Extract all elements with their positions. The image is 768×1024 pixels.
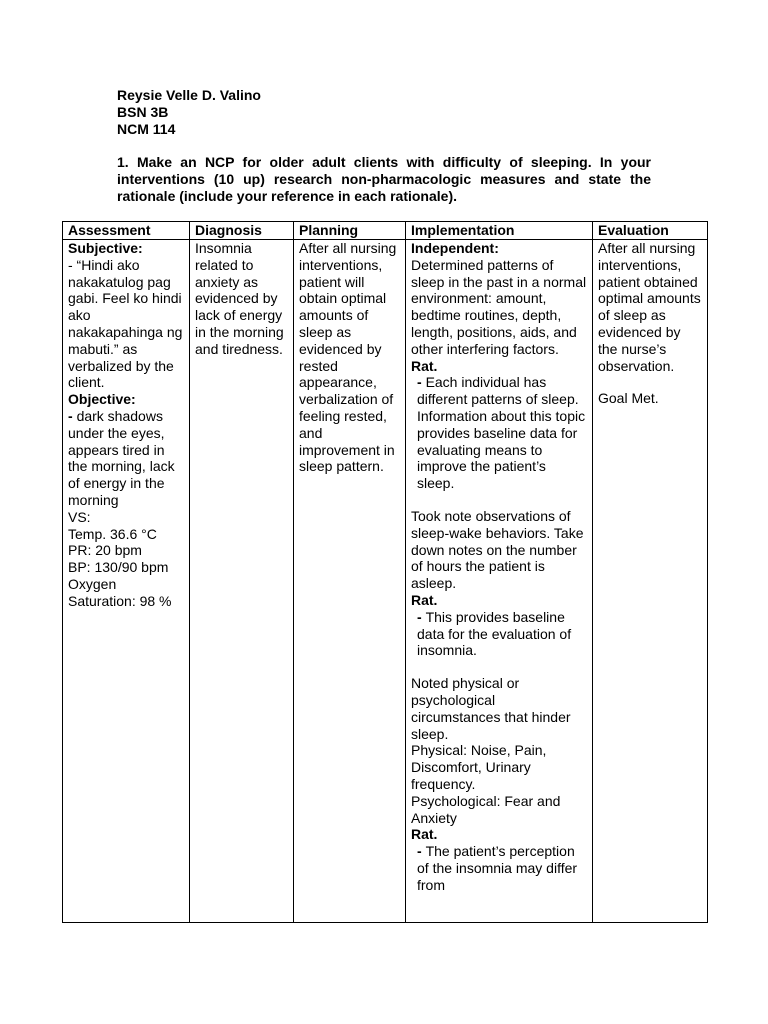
evaluation-text: After all nursing interventions, patient obtained optimal amounts of sleep as evidenced by the nurse’s observation. [598, 240, 701, 374]
col-header-planning: Planning [294, 222, 406, 240]
subjective-text: - “Hindi ako nakakatulog pag gabi. Feel ko hindi ako nakakapahinga ng mabuti.” as verbalized by the client. [68, 256, 183, 391]
vs-bp: BP: 130/90 bpm [68, 559, 169, 576]
diagnosis-text: Insomnia related to anxiety as evidenced by lack of energy in the morning and tiredness. [195, 240, 284, 357]
col-header-implementation: Implementation [406, 222, 593, 240]
vs-pr: PR: 20 bpm [68, 542, 142, 559]
col-header-assessment: Assessment [63, 222, 190, 240]
course-code: NCM 114 [117, 121, 176, 137]
student-section: BSN 3B [117, 104, 169, 120]
objective-block [68, 408, 184, 509]
spacer [598, 374, 702, 390]
table-row [63, 240, 708, 923]
rationale-label: Rat. [411, 357, 438, 374]
table-header-row [63, 222, 708, 240]
objective-label: Objective: [68, 391, 136, 408]
rationale-block [411, 374, 587, 492]
intervention-text: Noted physical or psychological circumstances that hinder sleep. [411, 675, 571, 742]
rationale-text: The patient’s perception of the insomnia may differ from [417, 843, 578, 893]
intervention-1 [411, 257, 587, 492]
col-header-evaluation: Evaluation [593, 222, 708, 240]
intervention-text: Took note observations of sleep-wake behaviors. Take down notes on the number of hours the patient is asleep. [411, 507, 584, 592]
vs-o2: Oxygen Saturation: 98 % [68, 575, 172, 609]
rationale-block [411, 609, 587, 659]
planning-cell [294, 240, 406, 923]
assessment-cell [63, 240, 190, 923]
vs-label: VS: [68, 508, 91, 525]
independent-label: Independent: [411, 240, 499, 256]
intervention-2 [411, 508, 587, 659]
evaluation-cell [593, 240, 708, 923]
objective-text: dark shadows under the eyes, appears tired in the morning, lack of energy in the morning [68, 407, 175, 508]
goal-status: Goal Met. [598, 390, 659, 407]
rationale-block [411, 843, 587, 893]
student-name: Reysie Velle D. Valino [117, 87, 261, 103]
col-header-diagnosis: Diagnosis [190, 222, 294, 240]
diagnosis-cell [190, 240, 294, 923]
rationale-text: Each individual has different patterns of sleep. Information about this topic provides baseline data for evaluating means to improve the patient’s sleep. [417, 374, 586, 492]
planning-text: After all nursing interventions, patient will obtain optimal amounts of sleep as evidenced by rested appearance, verbalization of feeling rested, and improvement in sleep pattern. [299, 240, 397, 475]
ncp-table [62, 221, 707, 923]
spacer [411, 492, 587, 508]
student-header [117, 87, 261, 138]
rationale-dash: - [417, 608, 426, 625]
intervention-text: Determined patterns of sleep in the past in a normal environment: amount, bedtime routines, depth, length, positions, aids, and other interfering factors. [411, 256, 587, 357]
rationale-dash: - [417, 374, 426, 391]
vs-temp: Temp. 36.6 °C [68, 525, 157, 542]
rationale-label: Rat. [411, 591, 438, 608]
rationale-text: This provides baseline data for the evaluation of insomnia. [417, 608, 572, 659]
subjective-label: Subjective: [68, 240, 143, 256]
implementation-cell [406, 240, 593, 923]
task-instruction: 1. Make an NCP for older adult clients with difficulty of sleeping. In your interventions (10 up) research non-pharmacologic measures and state the rationale (include your reference in each rationale). [117, 154, 651, 204]
objective-dash: - [68, 407, 77, 424]
physical-factors: Physical: Noise, Pain, Discomfort, Urinary frequency. [411, 742, 547, 792]
rationale-label: Rat. [411, 826, 438, 843]
spacer [411, 659, 587, 675]
psychological-factors: Psychological: Fear and Anxiety [411, 792, 561, 826]
intervention-3 [411, 675, 587, 893]
rationale-dash: - [417, 843, 426, 860]
